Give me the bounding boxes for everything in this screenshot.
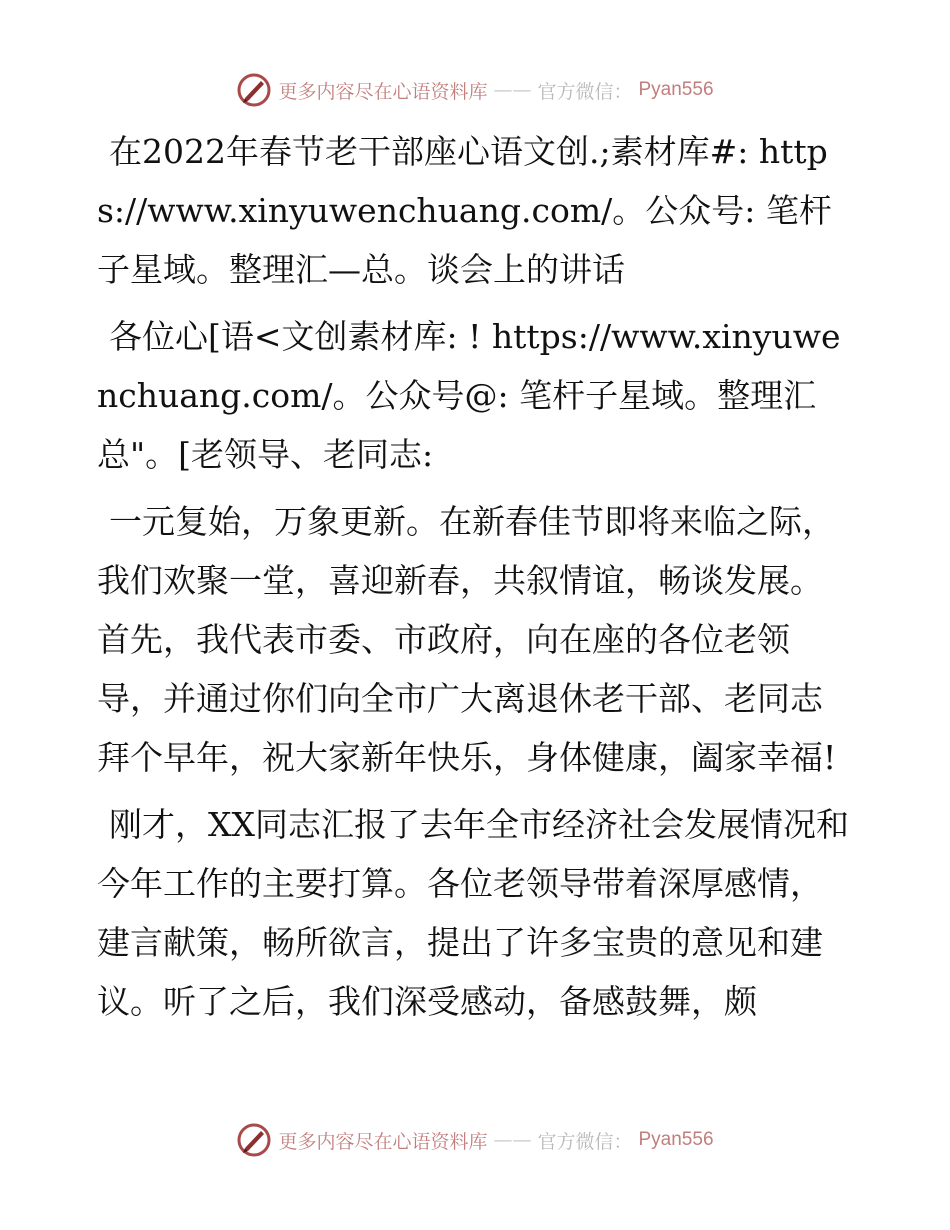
footer-separator: —— (493, 1129, 532, 1151)
banner-wechat-label: 官方微信： (537, 80, 633, 103)
footer-banner (0, 1118, 950, 1162)
banner-slogan: 更多内容尽在心语资料库 (278, 80, 488, 103)
footer-wechat-id: Pyan556 (638, 1129, 714, 1150)
header-banner (0, 68, 950, 112)
document-body (97, 122, 849, 1039)
paragraph-report: 刚才，XX同志汇报了去年全市经济社会发展情况和今年工作的主要打算。各位老领导带着深厚感情，建言献策，畅所欲言，提出了许多宝贵的意见和建议。听了之后，我们深受感动，备感鼓舞，颇 (97, 805, 849, 1021)
footer-slogan: 更多内容尽在心语资料库 (278, 1130, 488, 1153)
quill-logo-icon (236, 72, 272, 108)
quill-logo-icon (236, 1122, 272, 1158)
paragraph-salutation: 各位心[语<文创素材库: ! https://www.xinyuwenchuang.com/。公众号@: 笔杆子星域。整理汇总"。[老领导、老同志: (97, 317, 841, 474)
footer-wechat-label: 官方微信： (537, 1130, 633, 1153)
paragraph-greeting: 一元复始，万象更新。在新春佳节即将来临之际，我们欢聚一堂，喜迎新春，共叙情谊，畅谈发展。首先，我代表市委、市政府，向在座的各位老领导，并通过你们向全市广大离退休老干部、老同志拜个早年，祝大家新年快乐，身体健康，阖家幸福! (97, 502, 837, 777)
banner-separator: —— (493, 79, 532, 101)
paragraph-title: 在2022年春节老干部座心语文创.;素材库#: https://www.xinyuwenchuang.com/。公众号: 笔杆子星域。整理汇—总。谈会上的讲话 (97, 132, 832, 289)
banner-wechat-id: Pyan556 (638, 79, 714, 100)
